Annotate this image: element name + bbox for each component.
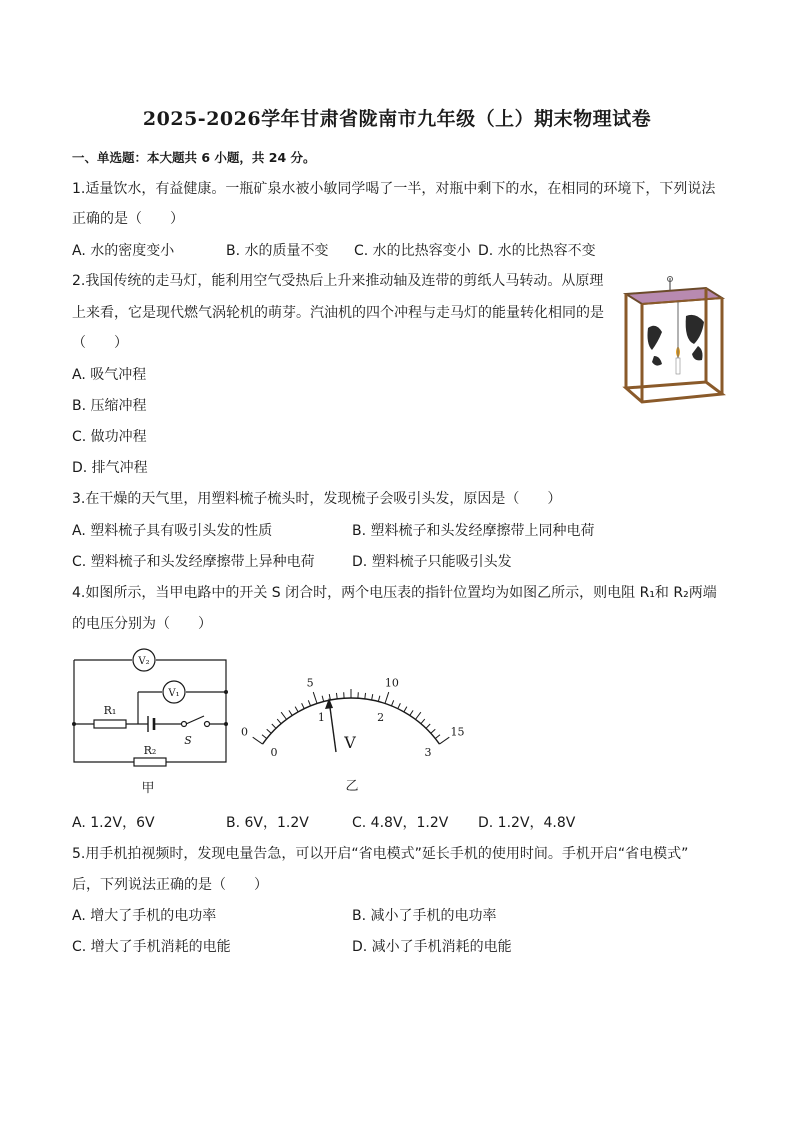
- switch-label: S: [184, 734, 192, 747]
- dial-tick: [302, 703, 305, 708]
- inner-tick-label: 1: [317, 710, 325, 724]
- dial-tick: [391, 700, 393, 706]
- q3-option-d: D. 塑料梳子只能吸引头发: [352, 554, 512, 570]
- q4-option-c: C. 4.8V，1.2V: [352, 815, 449, 831]
- dial-tick: [295, 707, 298, 712]
- outer-tick-label: 5: [306, 676, 314, 690]
- dial-tick: [378, 696, 380, 702]
- q5-option-c: C. 增大了手机消耗的电能: [72, 939, 231, 955]
- q1-option-c: C. 水的比热容变小: [354, 243, 471, 259]
- figure-caption-jia: 甲: [141, 781, 155, 796]
- outer-tick-label: 10: [384, 676, 399, 690]
- q4-option-a: A. 1.2V，6V: [72, 815, 155, 831]
- dial-tick: [385, 692, 389, 703]
- dial-tick: [267, 729, 271, 733]
- q4-stem-line1: 4.如图所示，当甲电路中的开关 S 闭合时，两个电压表的指针位置均为如图乙所示，则电阻 R₁和 R₂两端: [72, 585, 717, 601]
- q3-option-a: A. 塑料梳子具有吸引头发的性质: [72, 523, 273, 539]
- r1-label: R₁: [103, 704, 117, 717]
- dial-tick: [372, 694, 373, 700]
- q2-option-d: D. 排气冲程: [72, 460, 148, 476]
- outer-tick-label: 0: [241, 725, 249, 739]
- q5-stem-line1: 5.用手机拍视频时，发现电量告急，可以开启“省电模式”延长手机的使用时间。手机开启“省电模式”: [72, 846, 689, 862]
- page-title: 2025-2026学年甘肃省陇南市九年级（上）期末物理试卷: [142, 108, 652, 130]
- lantern-illustration: [614, 276, 726, 406]
- q1-option-a: A. 水的密度变小: [72, 243, 175, 259]
- dial-tick: [415, 712, 420, 719]
- q1-stem-line2: 正确的是（ ）: [72, 211, 184, 227]
- q5-option-a: A. 增大了手机的电功率: [72, 908, 217, 924]
- q5-option-d: D. 减小了手机消耗的电能: [352, 939, 512, 955]
- dial-tick: [336, 693, 337, 699]
- voltmeter-dial-yi: [241, 656, 465, 796]
- q3-stem-line1: 3.在干燥的天气里，用塑料梳子梳头时，发现梳子会吸引头发，原因是（ ）: [72, 491, 562, 507]
- q2-option-a: A. 吸气冲程: [72, 367, 147, 383]
- dial-tick: [398, 703, 401, 708]
- dial-tick: [277, 719, 281, 724]
- figure-caption-yi: 乙: [345, 779, 359, 794]
- dial-tick: [313, 692, 317, 703]
- q4-option-b: B. 6V，1.2V: [226, 815, 309, 831]
- q2-stem-line1: 2.我国传统的走马灯，能利用空气受热后上升来推动轴及连带的剪纸人马转动。从原理: [72, 273, 604, 289]
- q2-stem-line2: 上来看，它是现代燃气涡轮机的萌芽。汽油机的四个冲程与走马灯的能量转化相同的是: [72, 305, 604, 321]
- dial-tick: [410, 710, 413, 715]
- dial-tick: [404, 707, 407, 712]
- v2-label: V₂: [138, 656, 150, 667]
- dial-tick: [253, 737, 263, 744]
- inner-tick-label: 0: [270, 746, 278, 760]
- dial-tick: [439, 737, 449, 744]
- inner-tick-label: 3: [424, 746, 432, 760]
- dial-tick: [426, 724, 430, 728]
- dial-tick: [308, 700, 310, 706]
- q1-option-b: B. 水的质量不变: [226, 243, 329, 259]
- dial-tick: [281, 712, 286, 719]
- q4-option-d: D. 1.2V，4.8V: [478, 815, 576, 831]
- q4-stem-line2: 的电压分别为（ ）: [72, 616, 212, 632]
- outer-tick-label: 15: [450, 725, 465, 739]
- meter-unit-label: V: [344, 733, 356, 752]
- q2-stem-line3: （ ）: [72, 335, 128, 351]
- q5-option-b: B. 减小了手机的电功率: [352, 908, 497, 924]
- dial-tick: [365, 693, 366, 699]
- dial-tick: [431, 729, 435, 733]
- dial-tick: [272, 724, 276, 728]
- dial-tick: [421, 719, 425, 724]
- q1-option-d: D. 水的比热容不变: [478, 243, 596, 259]
- q3-option-b: B. 塑料梳子和头发经摩擦带上同种电荷: [352, 523, 595, 539]
- r2-label: R₂: [143, 744, 157, 757]
- q5-stem-line2: 后，下列说法正确的是（ ）: [72, 877, 268, 893]
- q1-stem-line1: 1.适量饮水，有益健康。一瓶矿泉水被小敏同学喝了一半，对瓶中剩下的水，在相同的环境下，下列说法: [72, 181, 716, 197]
- q3-option-c: C. 塑料梳子和头发经摩擦带上异种电荷: [72, 554, 315, 570]
- q2-option-c: C. 做功冲程: [72, 429, 147, 445]
- dial-tick: [322, 696, 324, 702]
- circuit-diagram-jia: [64, 644, 240, 800]
- dial-tick: [289, 710, 292, 715]
- inner-tick-label: 2: [377, 710, 385, 724]
- dial-tick: [435, 735, 440, 739]
- dial-tick: [262, 735, 267, 739]
- v1-label: V₁: [168, 688, 180, 699]
- q2-option-b: B. 压缩冲程: [72, 398, 147, 414]
- section-heading: 一、单选题：本大题共 6 小题，共 24 分。: [72, 150, 316, 165]
